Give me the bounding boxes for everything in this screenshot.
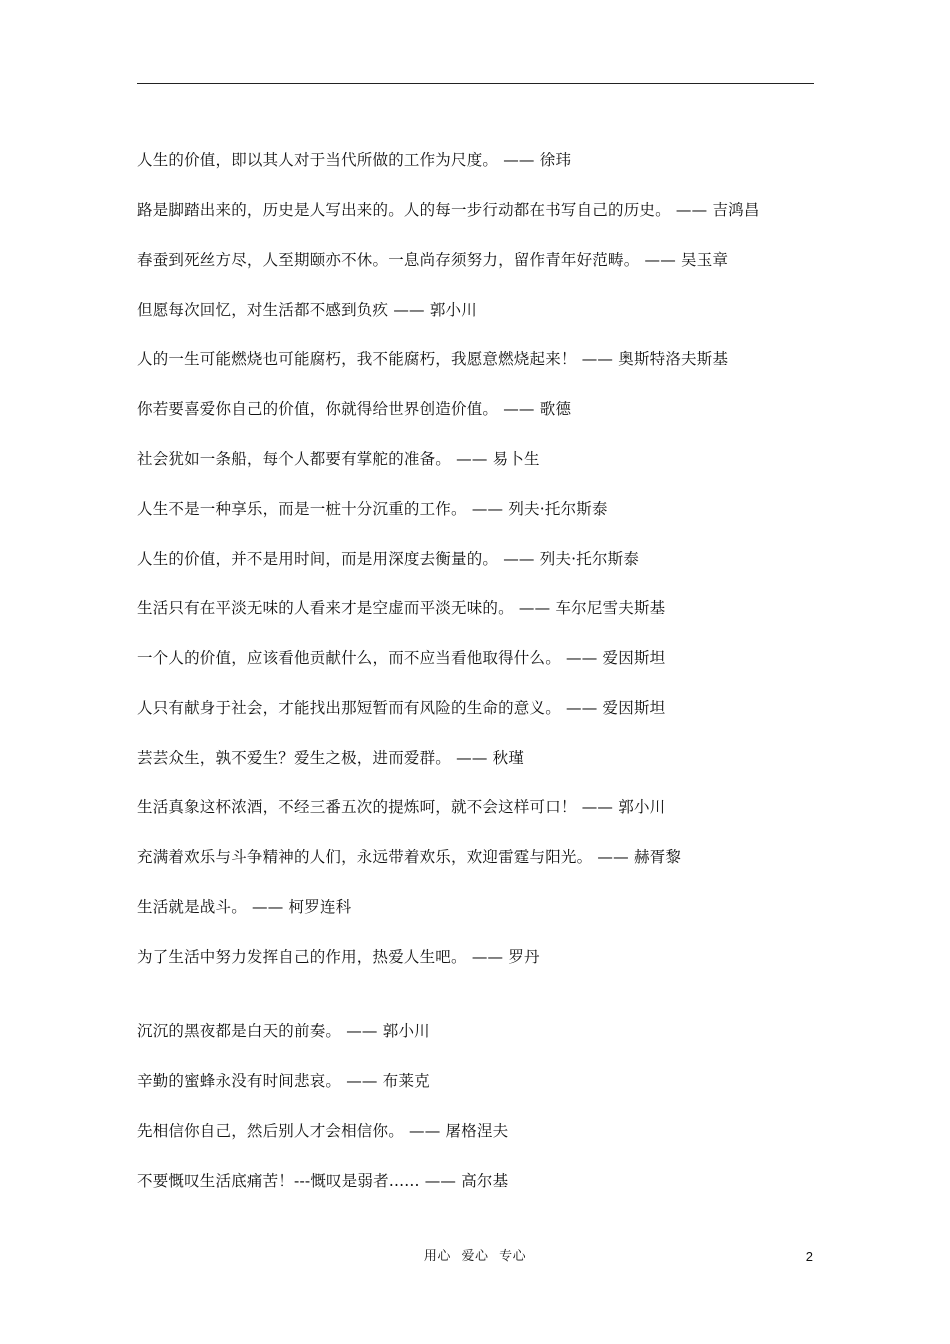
quote-line: 你若要喜爱你自己的价值，你就得给世界创造价值。 —— 歌德: [137, 400, 572, 418]
quote-line: 社会犹如一条船，每个人都要有掌舵的准备。 —— 易卜生: [137, 450, 540, 468]
quote-line: 先相信你自己，然后别人才会相信你。 —— 屠格涅夫: [137, 1122, 509, 1140]
quote-line: 沉沉的黑夜都是白天的前奏。 —— 郭小川: [137, 1022, 430, 1040]
quote-line: 路是脚踏出来的，历史是人写出来的。人的每一步行动都在书写自己的历史。 —— 吉鸿昌: [137, 201, 760, 219]
quote-line: 人生不是一种享乐，而是一桩十分沉重的工作。 —— 列夫·托尔斯泰: [137, 500, 608, 518]
quote-line: 春蚕到死丝方尽，人至期颐亦不休。一息尚存须努力，留作青年好范畴。 —— 吴玉章: [137, 251, 729, 269]
quote-line: 充满着欢乐与斗争精神的人们，永远带着欢乐，欢迎雷霆与阳光。 —— 赫胥黎: [137, 848, 682, 866]
quote-line: 但愿每次回忆，对生活都不感到负疚 —— 郭小川: [137, 301, 477, 319]
quote-line: 为了生活中努力发挥自己的作用，热爱人生吧。 —— 罗丹: [137, 948, 540, 966]
page-number: 2: [805, 1249, 813, 1264]
quote-line: 人的一生可能燃烧也可能腐朽，我不能腐朽，我愿意燃烧起来！ —— 奥斯特洛夫斯基: [137, 350, 729, 368]
quote-line: 生活只有在平淡无味的人看来才是空虚而平淡无味的。 —— 车尔尼雪夫斯基: [137, 599, 666, 617]
quote-line: 生活就是战斗。 —— 柯罗连科: [137, 898, 352, 916]
quote-line: 不要慨叹生活底痛苦！---慨叹是弱者...... —— 高尔基: [137, 1172, 509, 1190]
quote-line: 芸芸众生，孰不爱生？爱生之极，进而爱群。 —— 秋瑾: [137, 749, 525, 767]
quote-line: 人生的价值，即以其人对于当代所做的工作为尺度。 —— 徐玮: [137, 151, 572, 169]
quote-line: 辛勤的蜜蜂永没有时间悲哀。 —— 布莱克: [137, 1072, 430, 1090]
quote-line: 人生的价值，并不是用时间，而是用深度去衡量的。 —— 列夫·托尔斯泰: [137, 550, 640, 568]
footer-motto: 用心 爱心 专心: [423, 1249, 527, 1264]
quote-line: 生活真象这杯浓酒，不经三番五次的提炼呵，就不会这样可口！ —— 郭小川: [137, 798, 666, 816]
quote-line: 一个人的价值，应该看他贡献什么，而不应当看他取得什么。 —— 爱因斯坦: [137, 649, 666, 667]
quote-line: 人只有献身于社会，才能找出那短暂而有风险的生命的意义。 —— 爱因斯坦: [137, 699, 666, 717]
header-rule: [137, 83, 814, 84]
